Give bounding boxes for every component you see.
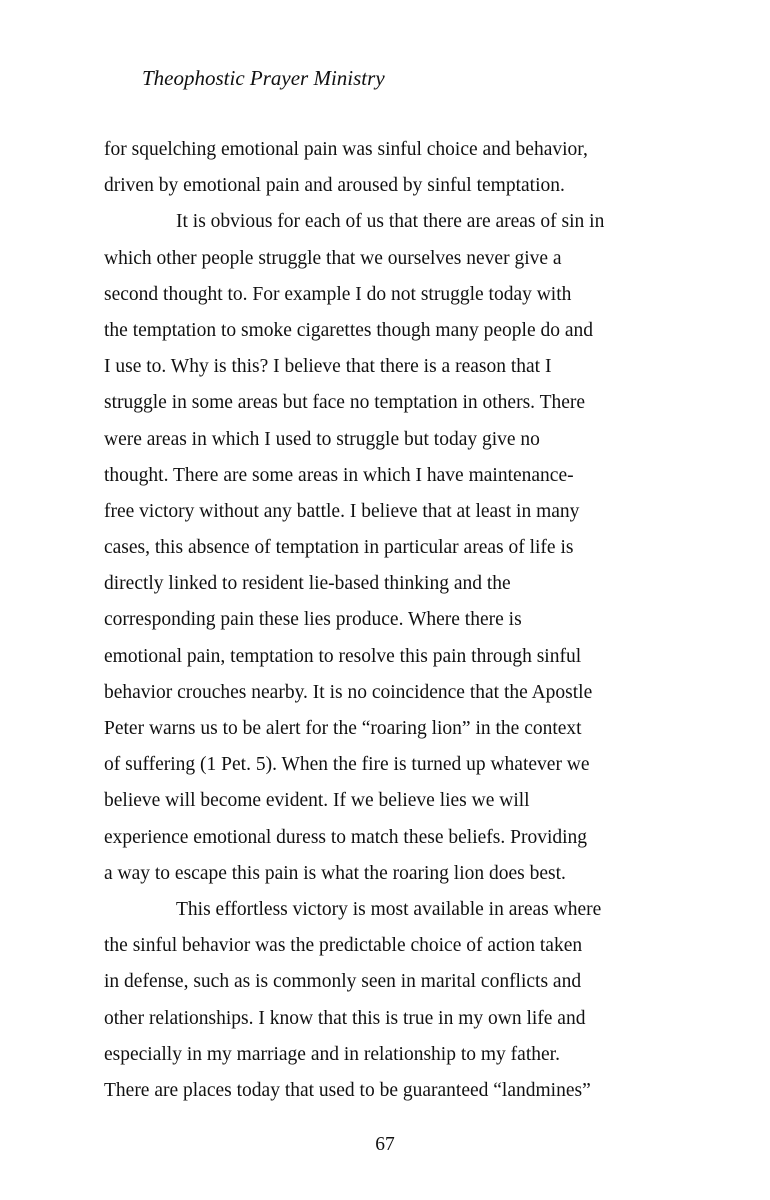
text-line: which other people struggle that we ourselves never give a: [104, 247, 562, 269]
text-line: of suffering (1 Pet. 5). When the fire is turned up whatever we: [104, 754, 590, 776]
running-header: Theophostic Prayer Ministry: [142, 66, 385, 90]
text-line: other relationships. I know that this is true in my own life and: [104, 1007, 586, 1029]
text-line: free victory without any battle. I believe that at least in many: [104, 500, 580, 522]
text-line: emotional pain, temptation to resolve this pain through sinful: [104, 645, 582, 667]
text-line: believe will become evident. If we believe lies we will: [104, 790, 530, 812]
text-line: I use to. Why is this? I believe that there is a reason that I: [104, 356, 552, 378]
text-line: a way to escape this pain is what the roaring lion does best.: [104, 862, 566, 884]
text-line: second thought to. For example I do not struggle today with: [104, 283, 572, 305]
text-line: struggle in some areas but face no temptation in others. There: [104, 392, 586, 414]
text-line: corresponding pain these lies produce. Where there is: [104, 609, 522, 631]
body-text: [104, 132, 704, 1109]
page-number: 67: [375, 1134, 395, 1155]
text-line: cases, this absence of temptation in particular areas of life is: [104, 537, 574, 559]
text-line: the sinful behavior was the predictable choice of action taken: [104, 935, 583, 957]
text-line: experience emotional duress to match these beliefs. Providing: [104, 826, 588, 848]
text-line: It is obvious for each of us that there are areas of sin in: [176, 211, 605, 233]
text-line: in defense, such as is commonly seen in marital conflicts and: [104, 971, 582, 993]
text-line: This effortless victory is most available in areas where: [176, 898, 602, 920]
text-line: especially in my marriage and in relationship to my father.: [104, 1043, 560, 1065]
text-line: thought. There are some areas in which I have maintenance-: [104, 464, 574, 486]
text-line: driven by emotional pain and aroused by sinful temptation.: [104, 175, 565, 197]
text-line: were areas in which I used to struggle but today give no: [104, 428, 540, 450]
text-line: for squelching emotional pain was sinful choice and behavior,: [104, 139, 588, 160]
text-line: behavior crouches nearby. It is no coincidence that the Apostle: [104, 681, 593, 703]
text-line: There are places today that used to be guaranteed “landmines”: [104, 1079, 591, 1101]
text-line: the temptation to smoke cigarettes though many people do and: [104, 319, 594, 341]
text-line: Peter warns us to be alert for the “roaring lion” in the context: [104, 718, 582, 739]
text-line: directly linked to resident lie-based thinking and the: [104, 573, 511, 595]
